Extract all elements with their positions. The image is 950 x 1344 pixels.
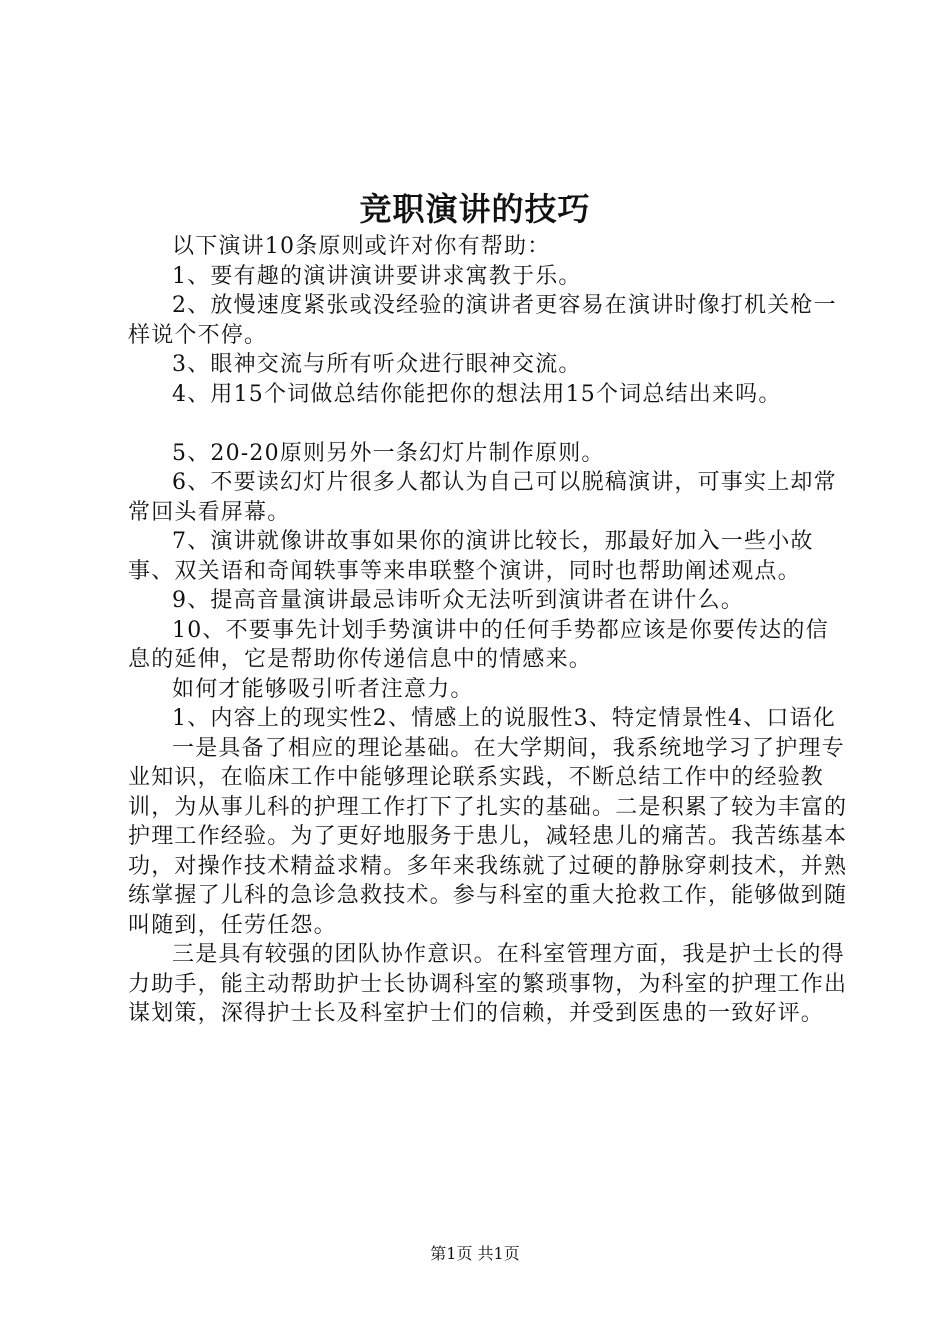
document-body (128, 232, 848, 1029)
paragraph-teamwork: 三是具有较强的团队协作意识。在科室管理方面，我是护士长的得力助手，能主动帮助护士长协调科室的繁琐事物，为科室的护理工作出谋划策，深得护士长及科室护士们的信赖，并受到医患的一致好评。 (128, 942, 848, 1026)
paragraph-rule-10: 10、不要事先计划手势演讲中的任何手势都应该是你要传达的信息的延伸，它是帮助你传递信息中的情感来。 (128, 617, 829, 672)
paragraph-rule-9: 9、提高音量演讲最忌讳听众无法听到演讲者在讲什么。 (172, 588, 744, 613)
document-title: 竞职演讲的技巧 (359, 190, 591, 228)
paragraph-experience: 一是具备了相应的理论基础。在大学期间，我系统地学习了护理专业知识，在临床工作中能够理论联系实践，不断总结工作中的经验教训，为从事儿科的护理工作打下了扎实的基础。二是积累了较为丰富的护理工作经验。为了更好地服务于患儿，减轻患儿的痛苦。我苦练基本功，对操作技术精益求精。多年来我练就了过硬的静脉穿刺技术，并熟练掌握了儿科的急诊急救技术。参与科室的重大抢救工作，能够做到随叫随到，任劳任怨。 (128, 735, 848, 938)
page-footer: 第1页 共1页 (430, 1244, 520, 1263)
paragraph-rule-6: 6、不要读幻灯片很多人都认为自己可以脱稿演讲，可事实上却常常回头看屏幕。 (128, 470, 837, 525)
paragraph-rule-5: 5、20-20原则另外一条幻灯片制作原则。 (172, 440, 605, 466)
paragraph-rule-2: 2、放慢速度紧张或没经验的演讲者更容易在演讲时像打机关枪一样说个不停。 (128, 293, 837, 348)
paragraph-attention-points: 1、内容上的现实性2、情感上的说服性3、特定情景性4、口语化 (172, 706, 836, 731)
paragraph-rule-7: 7、演讲就像讲故事如果你的演讲比较长，那最好加入一些小故事、双关语和奇闻轶事等来串联整个演讲，同时也帮助阐述观点。 (128, 529, 814, 584)
paragraph-attention-heading: 如何才能够吸引听者注意力。 (172, 676, 474, 702)
paragraph-rule-3: 3、眼神交流与所有听众进行眼神交流。 (172, 352, 582, 377)
paragraph-intro: 以下演讲10条原则或许对你有帮助： (172, 234, 551, 259)
paragraph-rule-1: 1、要有趣的演讲演讲要讲求寓教于乐。 (172, 263, 582, 289)
paragraph-rule-4: 4、用15个词做总结你能把你的想法用15个词总结出来吗。 (172, 381, 782, 407)
